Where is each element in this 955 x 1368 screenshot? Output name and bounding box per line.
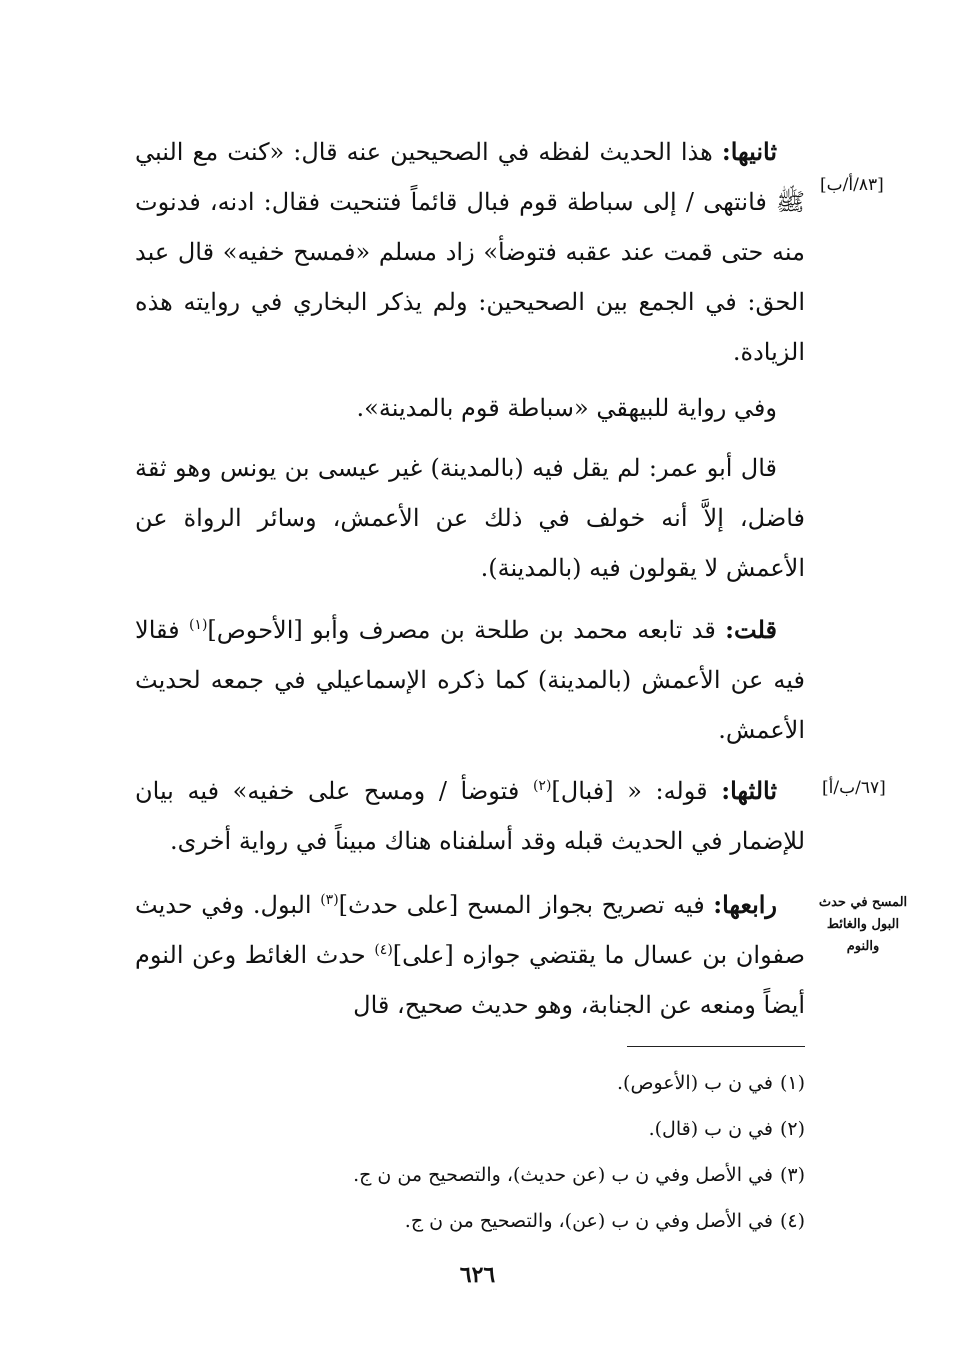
footnote-ref: (٣)	[320, 892, 339, 908]
footnote-ref: (٤)	[374, 942, 393, 958]
paragraph-third-point	[135, 766, 805, 866]
paragraph-body: البول. وفي حديث صفوان بن عسال ما يقتضي جوازه [على]	[135, 891, 805, 969]
footnote-text: في الأصل وفي ن ب (عن حديث)، والتصحيح من ن ج.	[353, 1164, 773, 1186]
footnote-item	[353, 1198, 805, 1244]
paragraph-bayhaqi	[135, 383, 805, 433]
footnote-item	[353, 1152, 805, 1198]
paragraph-lead: رابعها:	[713, 890, 777, 919]
paragraph-abu-umar	[135, 443, 805, 593]
footnote-text: في الأصل وفي ن ب (عن)، والتصحيح من ن ج.	[404, 1210, 773, 1232]
footnote-ref: (١)	[188, 617, 208, 633]
footnote-number: (١)	[779, 1072, 805, 1094]
footnote-divider	[627, 1046, 805, 1047]
margin-heading: المسح في حدث البول والغائط والنوم	[818, 895, 908, 954]
footnote-number: (٣)	[779, 1164, 805, 1186]
footnote-item	[353, 1060, 805, 1106]
paragraph-body: هذا الحديث لفظه في الصحيحين عنه قال: «كنت مع النبي ﷺ فانتهى / إلى سباطة قوم فبال قائماً فتنحيت فقال: ادنه، فدنوت منه حتى قمت عند عقبه فتوضأ» زاد مسلم «فمسح خفيه» قال عبد الحق: في الجمع بين الصحيحين: ولم يذكر البخاري في روايته هذه الزيادة.	[135, 138, 805, 366]
paragraph-lead: ثالثها:	[721, 776, 778, 805]
paragraph-body: فيه تصريح بجواز المسح [على حدث]	[338, 891, 714, 919]
margin-folio-ref: [٦٧/ب/أ]	[822, 778, 886, 798]
paragraph-lead: ثانيها:	[721, 137, 777, 166]
page-number: ٦٢٦	[459, 1262, 496, 1288]
paragraph-body: حدث الغائط وعن النوم أيضاً ومنعه عن الجنابة، وهو حديث صحيح، قال	[135, 941, 805, 1019]
paragraph-body: فتوضأ / ومسح على خفيه» فيه بيان للإضمار في الحديث قبله وقد أسلفناه هناك مبيناً في رواية أخرى.	[135, 777, 805, 855]
paragraph-body: فقالا فيه عن الأعمش (بالمدينة) كما ذكره الإسماعيلي في جمعه لحديث الأعمش.	[135, 616, 805, 744]
footnote-number: (٤)	[779, 1210, 805, 1232]
footnote-item	[353, 1106, 805, 1152]
footnote-ref: (٢)	[532, 778, 552, 794]
paragraph-body: قوله: « [فبال]	[551, 777, 722, 805]
paragraph-body: قال أبو عمر: لم يقل فيه (بالمدينة) غير عيسى بن يونس وهو ثقة فاضل، إلاَّ أنه خولف في ذلك عن الأعمش، وسائر الرواة عن الأعمش لا يقولون فيه (بالمدينة).	[135, 454, 805, 582]
footnote-text: في ن ب (الأعوص).	[617, 1072, 773, 1094]
paragraph-body: قد تابعه محمد بن طلحة بن مصرف وأبو [الأحوص]	[207, 616, 726, 644]
paragraph-qultu	[135, 605, 805, 755]
margin-folio-ref: [٨٣/أ/ب]	[820, 175, 884, 195]
footnotes	[353, 1060, 805, 1244]
footnote-number: (٢)	[779, 1118, 805, 1140]
paragraph-fourth-point	[135, 880, 805, 1030]
paragraph-second-point	[135, 127, 805, 377]
paragraph-body: وفي رواية للبيهقي «سباطة قوم بالمدينة».	[356, 394, 777, 422]
footnote-text: في ن ب (قال).	[648, 1118, 773, 1140]
paragraph-lead: قلت:	[725, 615, 777, 644]
